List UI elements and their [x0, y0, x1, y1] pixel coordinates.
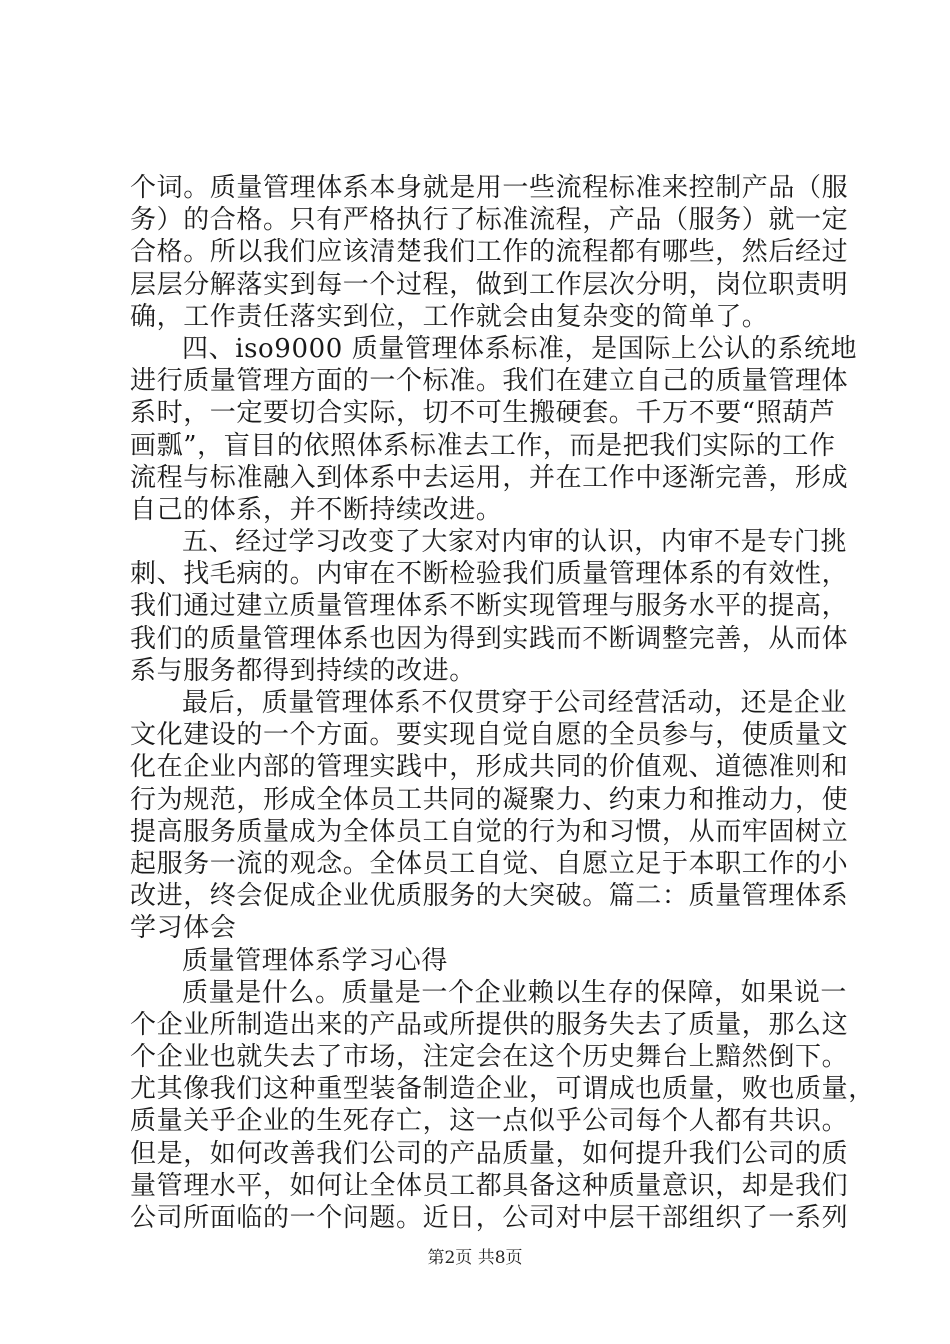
paragraph-start-line: 最后，质量管理体系不仅贯穿于公司经营活动，还是企业 [182, 688, 848, 718]
text-line: 公司所面临的一个问题。近日，公司对中层干部组织了一系列 [130, 1203, 849, 1233]
paragraph-start-line: 五、经过学习改变了大家对内审的认识，内审不是专门挑 [182, 527, 848, 558]
page-footer: 第2页 共8页 [427, 1248, 523, 1268]
text-line: 我们通过建立质量管理体系不断实现管理与服务水平的提高， [130, 591, 849, 622]
text-line: 起服务一流的观念。全体员工自觉、自愿立足于本职工作的小 [130, 848, 849, 879]
text-line: 改进，终会促成企业优质服务的大突破。篇二：质量管理体系 [130, 881, 849, 912]
text-line: 我们的质量管理体系也因为得到实践而不断调整完善，从而体 [130, 623, 849, 654]
text-line: 尤其像我们这种重型装备制造企业，可谓成也质量，败也质量， [130, 1074, 875, 1105]
text-line: 画瓢”，盲目的依照体系标准去工作，而是把我们实际的工作 [130, 430, 836, 461]
text-line: 刺、找毛病的。内审在不断检验我们质量管理体系的有效性， [130, 559, 849, 590]
text-line: 确，工作责任落实到位，工作就会由复杂变的简单了。 [130, 301, 769, 332]
text-line: 质量关乎企业的生死存亡，这一点似乎公司每个人都有共识。 [130, 1106, 849, 1137]
text-line: 提高服务质量成为全体员工自觉的行为和习惯，从而牢固树立 [130, 816, 849, 847]
text-line: 系与服务都得到持续的改进。 [130, 655, 476, 686]
text-line: 合格。所以我们应该清楚我们工作的流程都有哪些，然后经过 [130, 237, 849, 268]
text-line: 务）的合格。只有严格执行了标准流程，产品（服务）就一定 [130, 205, 849, 236]
text-line: 文化建设的一个方面。要实现自觉自愿的全员参与，使质量文 [130, 720, 849, 751]
text-line: 个企业也就失去了市场，注定会在这个历史舞台上黯然倒下。 [130, 1042, 849, 1073]
text-line: 学习体会 [130, 913, 237, 944]
text-line: 但是，如何改善我们公司的产品质量，如何提升我们公司的质 [130, 1138, 849, 1169]
text-line: 行为规范，形成全体员工共同的凝聚力、约束力和推动力，使 [130, 784, 849, 815]
text-line: 化在企业内部的管理实践中，形成共同的价值观、道德准则和 [130, 752, 849, 783]
body-text [130, 172, 875, 1234]
text-line: 层层分解落实到每一个过程，做到工作层次分明，岗位职责明 [130, 269, 849, 300]
text-line: 个企业所制造出来的产品或所提供的服务失去了质量，那么这 [130, 1009, 849, 1040]
paragraph-start-line: 四、iso9000 质量管理体系标准，是国际上公认的系统地 [182, 333, 858, 364]
text-line: 进行质量管理方面的一个标准。我们在建立自己的质量管理体 [130, 366, 849, 397]
text-line: 量管理水平，如何让全体员工都具备这种质量意识，却是我们 [130, 1170, 849, 1201]
text-line: 自己的体系，并不断持续改进。 [130, 494, 503, 525]
text-line: 个词。质量管理体系本身就是用一些流程标准来控制产品（服 [130, 173, 849, 203]
section-heading: 质量管理体系学习心得 [182, 945, 449, 976]
paragraph-start-line: 质量是什么。质量是一个企业赖以生存的保障，如果说一 [182, 977, 848, 1008]
text-line: 系时，一定要切合实际，切不可生搬硬套。千万不要“照葫芦 [130, 398, 836, 429]
text-line: 流程与标准融入到体系中去运用，并在工作中逐渐完善，形成 [130, 462, 849, 493]
